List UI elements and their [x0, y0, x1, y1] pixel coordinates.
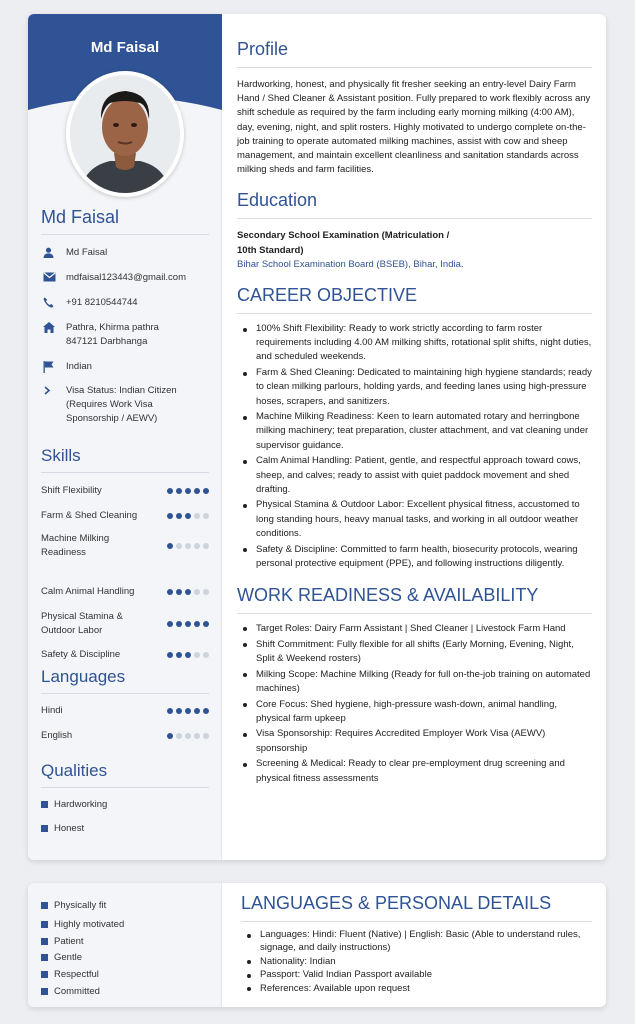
rating-dot-empty [203, 543, 210, 550]
square-bullet-icon [41, 954, 48, 961]
contact-visa: Visa Status: Indian Citizen (Requires Work Visa Sponsorship / AEWV) [41, 384, 191, 426]
square-bullet-icon [41, 971, 48, 978]
rating-dot-empty [203, 589, 210, 596]
rating-dot-empty [203, 513, 210, 520]
objective-list [237, 322, 592, 571]
rating-dot-filled [194, 488, 201, 495]
rating-dot-filled [203, 708, 210, 715]
rating-dot-filled [167, 488, 174, 495]
skill-rating [167, 488, 210, 495]
language-row: English [41, 729, 209, 743]
readiness-item: Target Roles: Dairy Farm Assistant | Shed Cleaner | Livestock Farm Hand [237, 622, 592, 636]
skills-title: Skills [41, 446, 209, 473]
square-bullet-icon [41, 825, 48, 832]
header-name: Md Faisal [90, 39, 160, 56]
skill-row: Calm Animal Handling [41, 585, 209, 599]
language-rating [167, 733, 210, 740]
rating-dot-empty [203, 733, 210, 740]
square-bullet-icon [41, 921, 48, 928]
rating-dot-filled [176, 513, 183, 520]
profile-text: Hardworking, honest, and physically fit fresher seeking an entry-level Dairy Farm Hand / Shed Cleaner & Assistant position. Fully prepared to work flexibly across any shift schedule as required by the farm including early morning milking (4:00 AM), day, evening, night, and split rosters. Highly motivated to undergo complete on-the-job training to operate automated milking machines, assist with cow and sheep management, and maintain excellent cleanliness and sanitation standards across milking sheds and farm facilities. [237, 79, 591, 176]
personal-list [241, 928, 592, 995]
rating-dot-filled [167, 589, 174, 596]
rating-dot-empty [194, 513, 201, 520]
personal-title: LANGUAGES & PERSONAL DETAILS [241, 893, 592, 922]
objective-item: Calm Animal Handling: Patient, gentle, and respectful approach toward cows, sheep, and calves; ready to assist with quiet paddock movement and shed drafting. [237, 454, 592, 497]
rating-dot-filled [203, 621, 210, 628]
skill-row: Farm & Shed Cleaning [41, 509, 209, 523]
rating-dot-empty [176, 733, 183, 740]
rating-dot-empty [194, 589, 201, 596]
resume-page-1 [28, 14, 606, 860]
quality-item: Honest [41, 823, 84, 834]
phone-icon [41, 296, 66, 310]
contact-name: Md Faisal [41, 246, 107, 260]
rating-dot-filled [185, 621, 192, 628]
personal-item: References: Available upon request [241, 982, 592, 995]
personal-item: Nationality: Indian [241, 955, 592, 968]
rating-dot-empty [176, 543, 183, 550]
rating-dot-filled [167, 708, 174, 715]
quality-item: Respectful [41, 969, 99, 980]
resume-page-2 [28, 883, 606, 1007]
main-content [222, 14, 606, 860]
rating-dot-empty [185, 543, 192, 550]
rating-dot-filled [185, 488, 192, 495]
rating-dot-filled [176, 708, 183, 715]
readiness-item: Shift Commitment: Fully flexible for all shifts (Early Morning, Evening, Night, Split & Weekend rosters) [237, 638, 592, 666]
square-bullet-icon [41, 902, 48, 909]
rating-dot-filled [167, 513, 174, 520]
sidebar-continued [28, 883, 222, 1007]
rating-dot-filled [185, 589, 192, 596]
quality-item: Physically fit [41, 900, 106, 911]
readiness-item: Screening & Medical: Ready to clear pre-employment drug screening and physical fitness assessments [237, 757, 592, 785]
rating-dot-filled [194, 708, 201, 715]
contact-nationality: Indian [41, 360, 92, 374]
skill-rating [167, 543, 210, 550]
education-board: Bihar School Examination Board (BSEB), Bihar, India. [237, 258, 464, 270]
square-bullet-icon [41, 938, 48, 945]
skill-rating [167, 589, 210, 596]
home-icon [41, 321, 66, 349]
rating-dot-filled [203, 488, 210, 495]
rating-dot-empty [185, 733, 192, 740]
objective-item: Safety & Discipline: Committed to farm health, biosecurity protocols, wearing personal protective equipment (PPE), and following instructions diligently. [237, 543, 592, 571]
sidebar [28, 14, 222, 860]
profile-title: Profile [237, 39, 592, 68]
rating-dot-filled [167, 733, 174, 740]
qualities-title: Qualities [41, 761, 209, 788]
rating-dot-filled [176, 621, 183, 628]
readiness-item: Milking Scope: Machine Milking (Ready for full on-the-job training on automated machines) [237, 668, 592, 696]
main-content-continued [222, 883, 606, 1007]
readiness-item: Visa Sponsorship: Requires Accredited Employer Work Visa (AEWV) sponsorship [237, 727, 592, 755]
quality-item: Hardworking [41, 799, 107, 810]
rating-dot-filled [167, 543, 174, 550]
languages-title: Languages [41, 667, 209, 694]
rating-dot-filled [194, 621, 201, 628]
personal-item: Languages: Hindi: Fluent (Native) | English: Basic (Able to understand rules, signage, and daily instructions) [241, 928, 592, 955]
rating-dot-filled [185, 513, 192, 520]
sidebar-name-title: Md Faisal [41, 207, 209, 235]
language-rating [167, 708, 210, 715]
readiness-list [237, 622, 592, 786]
objective-item: Physical Stamina & Outdoor Labor: Excellent physical fitness, accustomed to long standing hours, heavy manual tasks, and working in all outdoor weather conditions. [237, 498, 592, 541]
rating-dot-empty [194, 652, 201, 659]
skill-rating [167, 513, 210, 520]
skill-row: Safety & Discipline [41, 648, 209, 662]
objective-title: CAREER OBJECTIVE [237, 285, 592, 314]
mail-icon [41, 271, 66, 285]
education-degree: Secondary School Examination (Matriculation / 10th Standard) [237, 230, 450, 256]
quality-item: Patient [41, 936, 84, 947]
profile-photo [66, 71, 184, 197]
readiness-item: Core Focus: Shed hygiene, high-pressure wash-down, animal handling, physical farm upkeep [237, 698, 592, 726]
skill-row: Shift Flexibility [41, 484, 209, 498]
skill-rating [167, 621, 210, 628]
rating-dot-filled [176, 652, 183, 659]
objective-item: Farm & Shed Cleaning: Dedicated to maintaining high hygiene standards; ready to clean milking parlours, holding yards, and feeding lanes using high-pressure hoses, scrapers, and sanitizers. [237, 366, 592, 409]
skill-rating [167, 652, 210, 659]
rating-dot-empty [194, 733, 201, 740]
quality-item: Highly motivated [41, 919, 124, 930]
rating-dot-empty [203, 652, 210, 659]
rating-dot-filled [176, 589, 183, 596]
contact-phone[interactable]: +91 8210544744 [41, 296, 138, 310]
flag-icon [41, 360, 66, 374]
quality-item: Gentle [41, 952, 82, 963]
language-row: Hindi [41, 704, 209, 718]
personal-item: Passport: Valid Indian Passport available [241, 968, 592, 981]
readiness-title: WORK READINESS & AVAILABILITY [237, 585, 592, 614]
skill-row: Physical Stamina & Outdoor Labor [41, 610, 209, 638]
rating-dot-filled [185, 708, 192, 715]
rating-dot-empty [194, 543, 201, 550]
objective-item: Machine Milking Readiness: Keen to learn automated rotary and herringbone milking machinery; teat preparation, cluster attachment, and vat cleaning under supervisor guidance. [237, 410, 592, 453]
skill-row: Machine Milking Readiness [41, 532, 209, 560]
rating-dot-filled [176, 488, 183, 495]
rating-dot-filled [185, 652, 192, 659]
objective-item: 100% Shift Flexibility: Ready to work strictly according to farm roster requirements including 4.00 AM milking shifts, rotational split shifts, night duties, and scheduled weekends. [237, 322, 592, 365]
person-icon [41, 246, 66, 260]
contact-email[interactable]: mdfaisal123443@gmail.com [41, 271, 186, 285]
contact-address: Pathra, Khirma pathra 847121 Darbhanga [41, 321, 181, 349]
quality-item: Committed [41, 986, 100, 997]
square-bullet-icon [41, 988, 48, 995]
rating-dot-filled [167, 652, 174, 659]
chevron-right-icon [41, 384, 66, 426]
rating-dot-filled [167, 621, 174, 628]
square-bullet-icon [41, 801, 48, 808]
education-title: Education [237, 190, 592, 219]
